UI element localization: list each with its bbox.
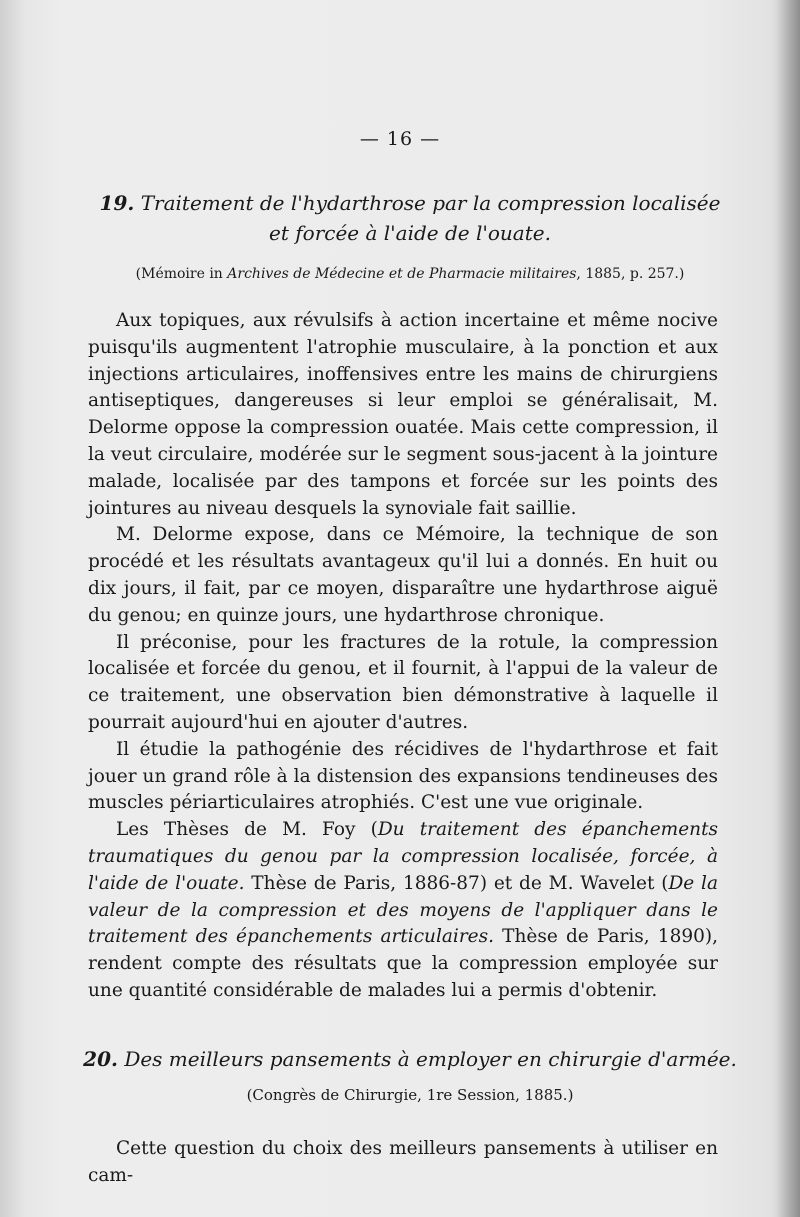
paragraph: Cette question du choix des meilleurs pansements à utiliser en cam-	[88, 1138, 718, 1186]
wavelet-thesis-title: De la valeur de la compression et des moyens de l'appliquer dans le traitement des épanchements articulaires.	[88, 872, 718, 948]
theses-text-2: Thèse de Paris, 1886-87) et de M. Wavelet (	[244, 872, 669, 894]
page-number: — 16 —	[359, 128, 441, 150]
theses-text-1: Les Thèses de M. Foy (	[116, 819, 378, 841]
paragraph: Aux topiques, aux révulsifs à action incertaine et même nocive puisqu'ils augmentent l'atrophie musculaire, à la ponction et aux injections articulaires, inoffensives entre les mains de chirurgiens antiseptiques, dangereuses si leur emploi se généralisait, M. Delorme oppose la compression ouatée. Mais cette compression, il la veut circulaire, modérée sur le segment sous-jacent à la jointure malade, localisée par des tampons et forcée sur les points des jointures au niveau desquels la synoviale fait saillie.	[88, 310, 718, 519]
section-19-source	[80, 266, 740, 282]
page-edge-shadow	[776, 0, 800, 1217]
section-19-title-line2: et forcée à l'aide de l'ouate.	[269, 221, 551, 245]
paragraph: Il préconise, pour les fractures de la rotule, la compression localisée et forcée du genou, et il fournit, à l'appui de la valeur de ce traitement, une observation bien démonstrative à laquelle il pourrait aujourd'hui en ajouter d'autres.	[88, 631, 718, 733]
section-20-body	[88, 1136, 718, 1190]
source-journal: Archives de Médecine et de Pharmacie militaires	[227, 266, 577, 282]
section-19-heading	[80, 188, 740, 248]
theses-paragraph	[88, 817, 718, 1005]
source-prefix: (Mémoire in	[135, 266, 228, 282]
section-20-source: (Congrès de Chirurgie, 1re Session, 1885.)	[246, 1086, 574, 1104]
section-19-title-line1	[80, 188, 740, 218]
foy-thesis-title: Du traitement des épanchements traumatiques du genou par la compression localisée, forcée, à l'aide de l'ouate.	[88, 819, 718, 894]
section-20-title: Des meilleurs pansements à employer en chirurgie d'armée.	[124, 1047, 737, 1071]
section-20-heading	[80, 1044, 740, 1074]
source-suffix: , 1885, p. 257.)	[576, 266, 685, 282]
section-19-title: Traitement de l'hydarthrose par la compression localisée	[140, 191, 721, 215]
section-20-number: 20.	[83, 1047, 118, 1071]
paragraph: Il étudie la pathogénie des récidives de l'hydarthrose et fait jouer un grand rôle à la distension des expansions tendineuses des muscles périarticulaires atrophiés. C'est une vue originale.	[88, 738, 718, 814]
theses-text-3: Thèse de Paris, 1890), rendent compte des résultats que la compression employée sur une quantité considérable de malades lui a permis d'obtenir.	[88, 926, 718, 1001]
paragraph: M. Delorme expose, dans ce Mémoire, la technique de son procédé et les résultats avantageux qu'il lui a donnés. En huit ou dix jours, il fait, par ce moyen, disparaître une hydarthrose aiguë du genou; en quinze jours, une hydarthrose chronique.	[88, 524, 718, 626]
section-19-body	[88, 308, 718, 1005]
section-19-number: 19.	[99, 191, 135, 215]
